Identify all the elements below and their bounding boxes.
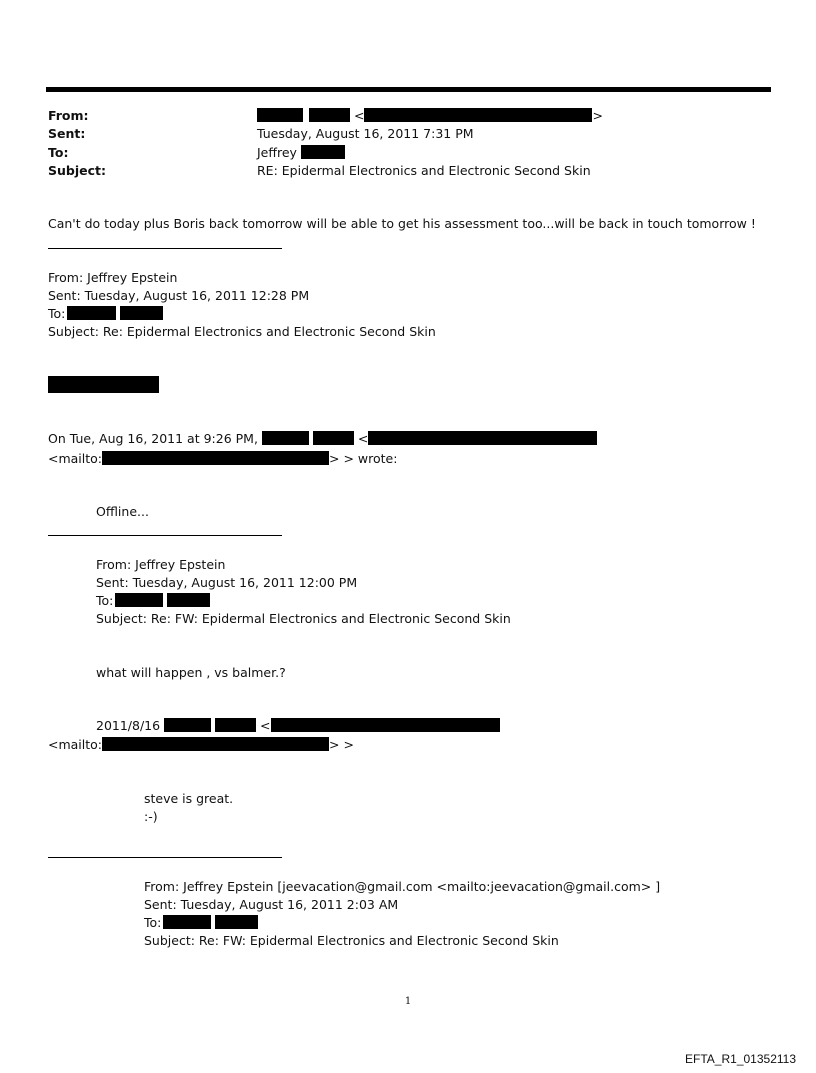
redaction-box <box>262 431 309 445</box>
quote1-on-text: On Tue, Aug 16, 2011 at 9:26 PM, <box>48 431 258 446</box>
quote1-body: Offline... <box>96 504 149 519</box>
quote2-mailto-text: <mailto: <box>48 737 103 752</box>
quote2-date: 2011/8/16 <box>96 718 161 733</box>
msg2-from: From: Jeffrey Epstein <box>96 557 226 572</box>
redaction-box <box>364 108 592 122</box>
msg2-subject: Subject: Re: FW: Epidermal Electronics and Electronic Second Skin <box>96 611 511 626</box>
body-line: Can't do today plus Boris back tomorrow will be able to get his assessment too...will be back in touch tomorrow ! <box>48 216 756 231</box>
subject-value: RE: Epidermal Electronics and Electronic Second Skin <box>257 163 591 178</box>
redaction-box <box>257 108 303 122</box>
redaction-box <box>167 593 210 607</box>
msg1-to <box>48 306 163 322</box>
msg2-sent: Sent: Tuesday, August 16, 2011 12:00 PM <box>96 575 358 590</box>
redaction-box <box>271 718 500 732</box>
quote2-date-line <box>96 718 500 734</box>
quote2-line1: steve is great. <box>144 791 234 806</box>
redaction-box <box>301 145 345 159</box>
redaction-box <box>163 915 211 929</box>
quote2-mailto <box>48 737 354 753</box>
redaction-box <box>102 737 329 751</box>
quote1-mailto <box>48 451 397 467</box>
sent-label: Sent: <box>48 126 86 141</box>
subject-label: Subject: <box>48 163 106 178</box>
redaction-box <box>164 718 211 732</box>
redaction-box <box>368 431 597 445</box>
msg3-to <box>144 915 258 931</box>
redaction-box <box>120 306 163 320</box>
separator <box>48 535 282 536</box>
quote1-on <box>48 431 597 447</box>
msg2-body: what will happen , vs balmer.? <box>96 665 286 680</box>
top-rule <box>46 87 771 92</box>
redaction-box <box>215 915 258 929</box>
redaction-box <box>215 718 256 732</box>
redaction-box <box>309 108 350 122</box>
from-label: From: <box>48 108 89 123</box>
redaction-box <box>67 306 116 320</box>
msg1-from: From: Jeffrey Epstein <box>48 270 178 285</box>
from-gt: > <box>592 108 603 123</box>
separator <box>48 248 282 249</box>
msg3-from: From: Jeffrey Epstein [jeevacation@gmail.com <mailto:jeevacation@gmail.com> ] <box>144 879 661 894</box>
msg3-sent: Sent: Tuesday, August 16, 2011 2:03 AM <box>144 897 399 912</box>
msg3-subject: Subject: Re: FW: Epidermal Electronics and Electronic Second Skin <box>144 933 559 948</box>
msg2-to-label: To: <box>96 593 114 608</box>
quote1-lt: < <box>357 431 369 446</box>
msg1-subject: Subject: Re: Epidermal Electronics and Electronic Second Skin <box>48 324 436 339</box>
from-lt: < <box>353 108 365 123</box>
quote2-line2: :-) <box>144 809 158 824</box>
quote1-mailto-text: <mailto: <box>48 451 103 466</box>
separator <box>48 857 282 858</box>
page-number: 1 <box>404 996 412 1007</box>
redaction-box <box>102 451 329 465</box>
to-label: To: <box>48 145 69 160</box>
quote2-lt: < <box>260 718 271 733</box>
quote1-wrote: > > wrote: <box>329 451 398 466</box>
msg1-sent: Sent: Tuesday, August 16, 2011 12:28 PM <box>48 288 310 303</box>
msg3-to-label: To: <box>144 915 162 930</box>
msg1-to-label: To: <box>48 306 66 321</box>
quote2-end: > > <box>329 737 354 752</box>
redaction-box <box>115 593 163 607</box>
redaction-box <box>313 431 354 445</box>
redaction-box <box>48 376 159 393</box>
to-value <box>257 145 345 161</box>
from-value <box>257 108 603 124</box>
to-name: Jeffrey <box>257 145 297 160</box>
sent-value: Tuesday, August 16, 2011 7:31 PM <box>257 126 474 141</box>
msg2-to <box>96 593 210 609</box>
bates-number: EFTA_R1_01352113 <box>685 1052 796 1066</box>
